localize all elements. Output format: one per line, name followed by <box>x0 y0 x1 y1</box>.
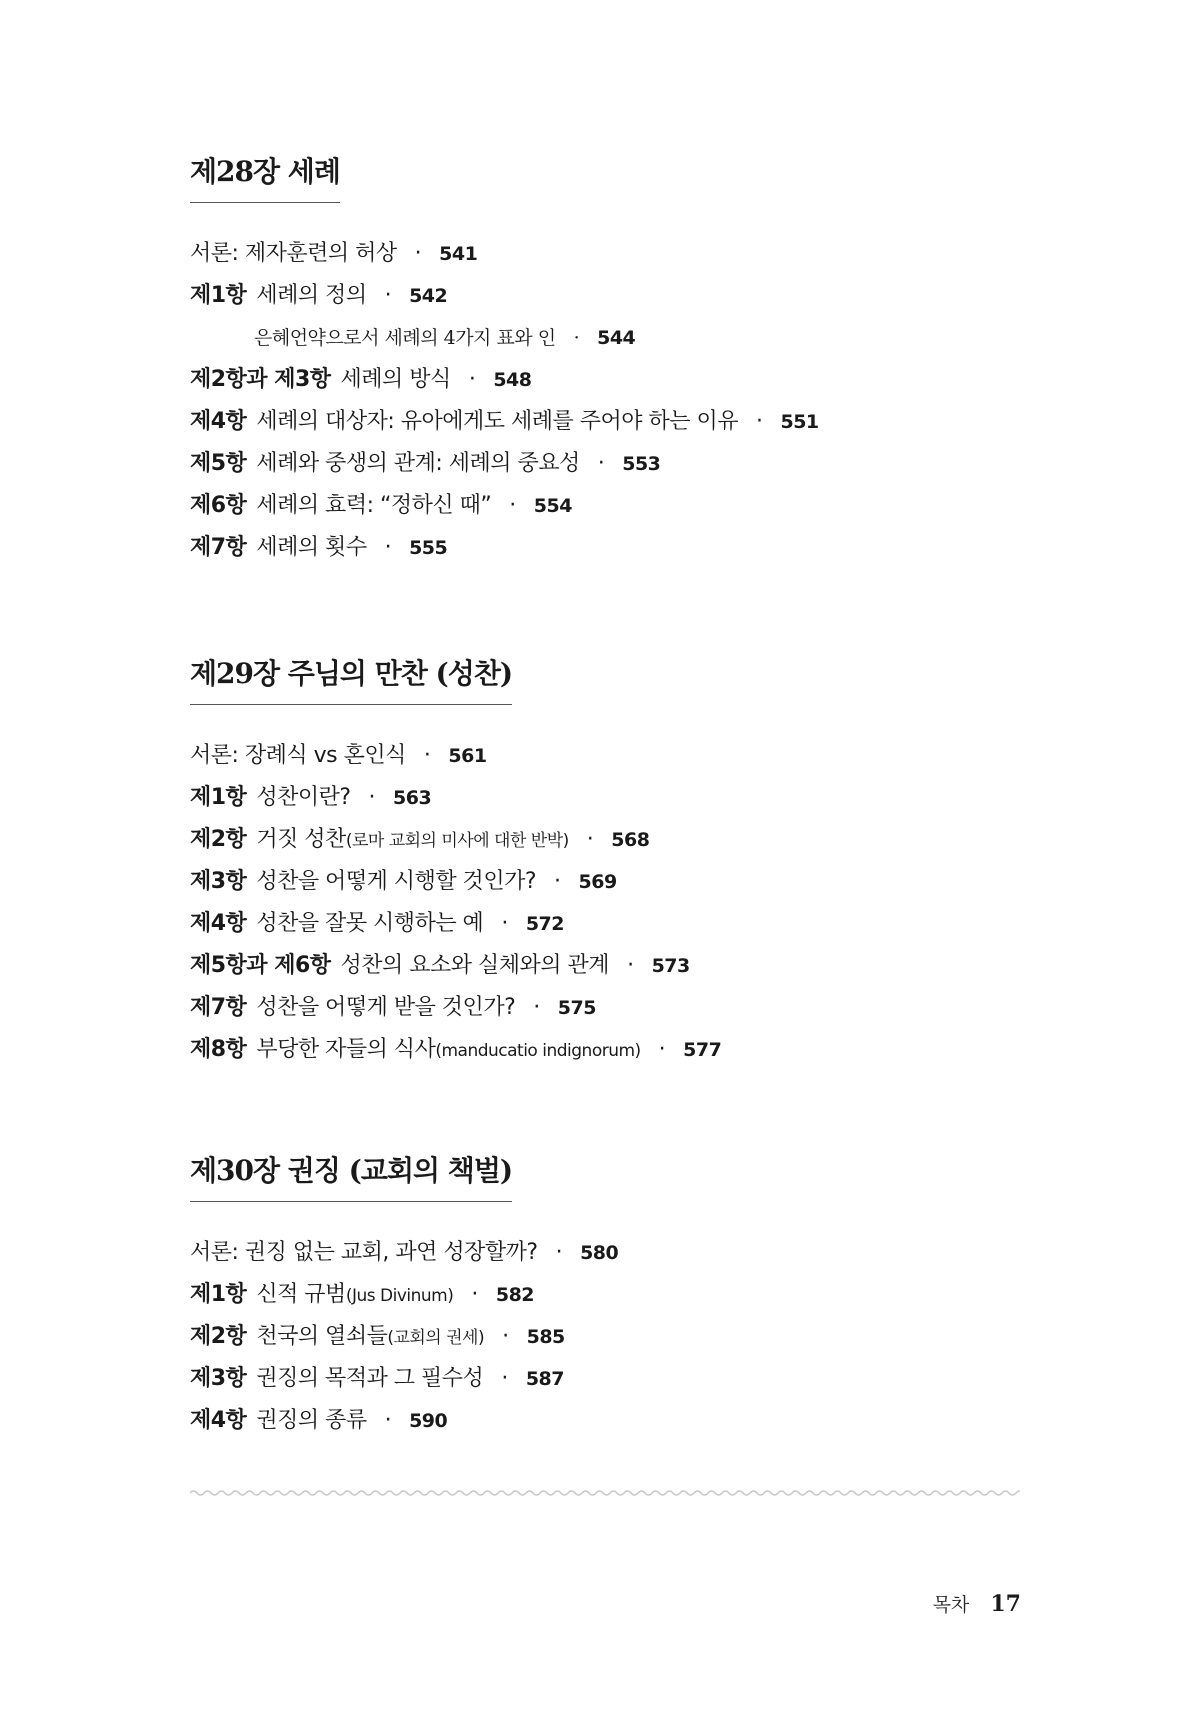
separator-dot: · <box>533 995 540 1020</box>
toc-subentry[interactable] <box>190 317 819 359</box>
section-number: 제8항 <box>190 1037 247 1062</box>
section-number: 제1항 <box>190 283 247 308</box>
entry-title: 세례의 방식 <box>340 367 451 392</box>
chapter-30 <box>190 1149 618 1442</box>
separator-dot: · <box>471 1282 478 1307</box>
entry-title: 성찬을 어떻게 받을 것인가? <box>256 995 516 1020</box>
toc-entry[interactable] <box>190 527 819 569</box>
page-ref: 541 <box>439 243 478 265</box>
section-number: 제1항 <box>190 1282 247 1307</box>
wavy-divider <box>190 1488 1020 1498</box>
section-number: 제2항 <box>190 827 247 852</box>
page-ref: 573 <box>651 955 690 977</box>
page-ref: 587 <box>525 1368 564 1390</box>
toc-entry[interactable] <box>190 1029 721 1071</box>
toc-entry[interactable] <box>190 1316 618 1358</box>
section-number: 제7항 <box>190 995 247 1020</box>
separator-dot: · <box>384 535 392 560</box>
entry-list <box>190 233 819 569</box>
chapter-29 <box>190 652 721 1071</box>
separator-dot: · <box>423 743 431 768</box>
chapter-title: 제30장 권징 (교회의 책벌) <box>190 1149 512 1202</box>
page-ref: 575 <box>557 997 596 1019</box>
toc-entry[interactable] <box>190 233 819 275</box>
page-ref: 555 <box>409 537 448 559</box>
separator-dot: · <box>586 827 594 852</box>
page-ref: 553 <box>622 453 661 475</box>
separator-dot: · <box>658 1037 666 1062</box>
separator-dot: · <box>414 241 422 266</box>
separator-dot: · <box>501 1366 508 1391</box>
section-number: 제6항 <box>190 493 247 518</box>
entry-title: 부당한 자들의 식사 <box>256 1037 436 1062</box>
entry-note: (로마 교회의 미사에 대한 반박) <box>345 831 569 851</box>
separator-dot: · <box>468 367 476 392</box>
footer-label: 목차 <box>932 1594 970 1616</box>
separator-dot: · <box>368 785 375 810</box>
toc-entry[interactable] <box>190 443 819 485</box>
entry-title: 신적 규범 <box>256 1282 346 1307</box>
entry-title: 은혜언약으로서 세례의 4가지 표와 인 <box>254 327 556 349</box>
entry-note: (교회의 권세) <box>387 1328 485 1348</box>
toc-entry[interactable] <box>190 275 819 317</box>
toc-entry[interactable] <box>190 945 721 987</box>
separator-dot: · <box>573 327 580 349</box>
chapter-28 <box>190 150 819 569</box>
entry-list <box>190 735 721 1071</box>
section-number: 제5항과 제6항 <box>190 953 331 978</box>
entry-list <box>190 1232 618 1442</box>
section-number: 제2항 <box>190 1324 247 1349</box>
page-ref: 582 <box>495 1284 535 1306</box>
page-ref: 544 <box>597 327 636 349</box>
page-ref: 572 <box>525 913 564 935</box>
entry-title: 세례의 횟수 <box>256 535 367 560</box>
toc-entry[interactable] <box>190 987 721 1029</box>
toc-entry[interactable] <box>190 735 721 777</box>
separator-dot: · <box>597 451 605 476</box>
entry-title: 권징의 종류 <box>256 1408 367 1433</box>
entry-title: 성찬의 요소와 실체와의 관계 <box>340 953 610 978</box>
toc-entry[interactable] <box>190 401 819 443</box>
page-number: 17 <box>990 1591 1021 1617</box>
entry-title: 성찬을 잘못 시행하는 예 <box>256 911 484 936</box>
entry-title: 천국의 열쇠들 <box>256 1324 388 1349</box>
entry-title: 세례의 정의 <box>256 283 367 308</box>
page-ref: 554 <box>533 495 572 517</box>
toc-entry[interactable] <box>190 1274 618 1316</box>
section-number: 제3항 <box>190 869 247 894</box>
page-ref: 577 <box>683 1039 722 1061</box>
page-footer <box>933 1590 1021 1617</box>
toc-entry[interactable] <box>190 903 721 945</box>
separator-dot: · <box>555 1240 563 1265</box>
separator-dot: · <box>627 953 634 978</box>
entry-title: 성찬을 어떻게 시행할 것인가? <box>256 869 536 894</box>
separator-dot: · <box>509 493 516 518</box>
toc-entry[interactable] <box>190 819 721 861</box>
page-ref: 569 <box>578 871 617 893</box>
entry-title: 성찬이란? <box>256 785 351 810</box>
page-ref: 561 <box>448 745 487 767</box>
toc-entry[interactable] <box>190 1232 618 1274</box>
page-ref: 585 <box>526 1326 565 1348</box>
entry-note: (Jus Divinum) <box>345 1286 454 1306</box>
toc-entry[interactable] <box>190 359 819 401</box>
toc-entry[interactable] <box>190 1358 618 1400</box>
chapter-title: 제28장 세례 <box>190 150 340 203</box>
page-ref: 542 <box>409 285 448 307</box>
separator-dot: · <box>755 409 763 434</box>
page-ref: 568 <box>611 829 650 851</box>
section-number: 제4항 <box>190 911 247 936</box>
entry-title: 세례의 효력: “정하신 때” <box>256 493 492 518</box>
page-ref: 563 <box>393 787 432 809</box>
entry-title: 서론: 권징 없는 교회, 과연 성장할까? <box>190 1240 538 1265</box>
entry-title: 거짓 성찬 <box>256 827 346 852</box>
page-ref: 580 <box>580 1242 619 1264</box>
separator-dot: · <box>502 1324 509 1349</box>
section-number: 제4항 <box>190 409 247 434</box>
page-ref: 590 <box>409 1410 448 1432</box>
toc-entry[interactable] <box>190 861 721 903</box>
separator-dot: · <box>554 869 561 894</box>
entry-title: 서론: 장례식 vs 혼인식 <box>190 743 406 768</box>
page-ref: 551 <box>780 411 819 433</box>
separator-dot: · <box>384 283 392 308</box>
section-number: 제4항 <box>190 1408 247 1433</box>
entry-note: (manducatio indignorum) <box>435 1041 641 1061</box>
section-number: 제5항 <box>190 451 247 476</box>
section-number: 제1항 <box>190 785 247 810</box>
section-number: 제2항과 제3항 <box>190 367 331 392</box>
entry-title: 세례의 대상자: 유아에게도 세례를 주어야 하는 이유 <box>256 409 738 434</box>
toc-entry[interactable] <box>190 485 819 527</box>
entry-title: 세례와 중생의 관계: 세례의 중요성 <box>256 451 580 476</box>
separator-dot: · <box>384 1408 392 1433</box>
toc-entry[interactable] <box>190 777 721 819</box>
toc-entry[interactable] <box>190 1400 618 1442</box>
section-number: 제7항 <box>190 535 247 560</box>
separator-dot: · <box>501 911 508 936</box>
section-number: 제3항 <box>190 1366 247 1391</box>
entry-title: 서론: 제자훈련의 허상 <box>190 241 397 266</box>
page-ref: 548 <box>493 369 532 391</box>
chapter-title: 제29장 주님의 만찬 (성찬) <box>190 652 512 705</box>
entry-title: 권징의 목적과 그 필수성 <box>256 1366 484 1391</box>
